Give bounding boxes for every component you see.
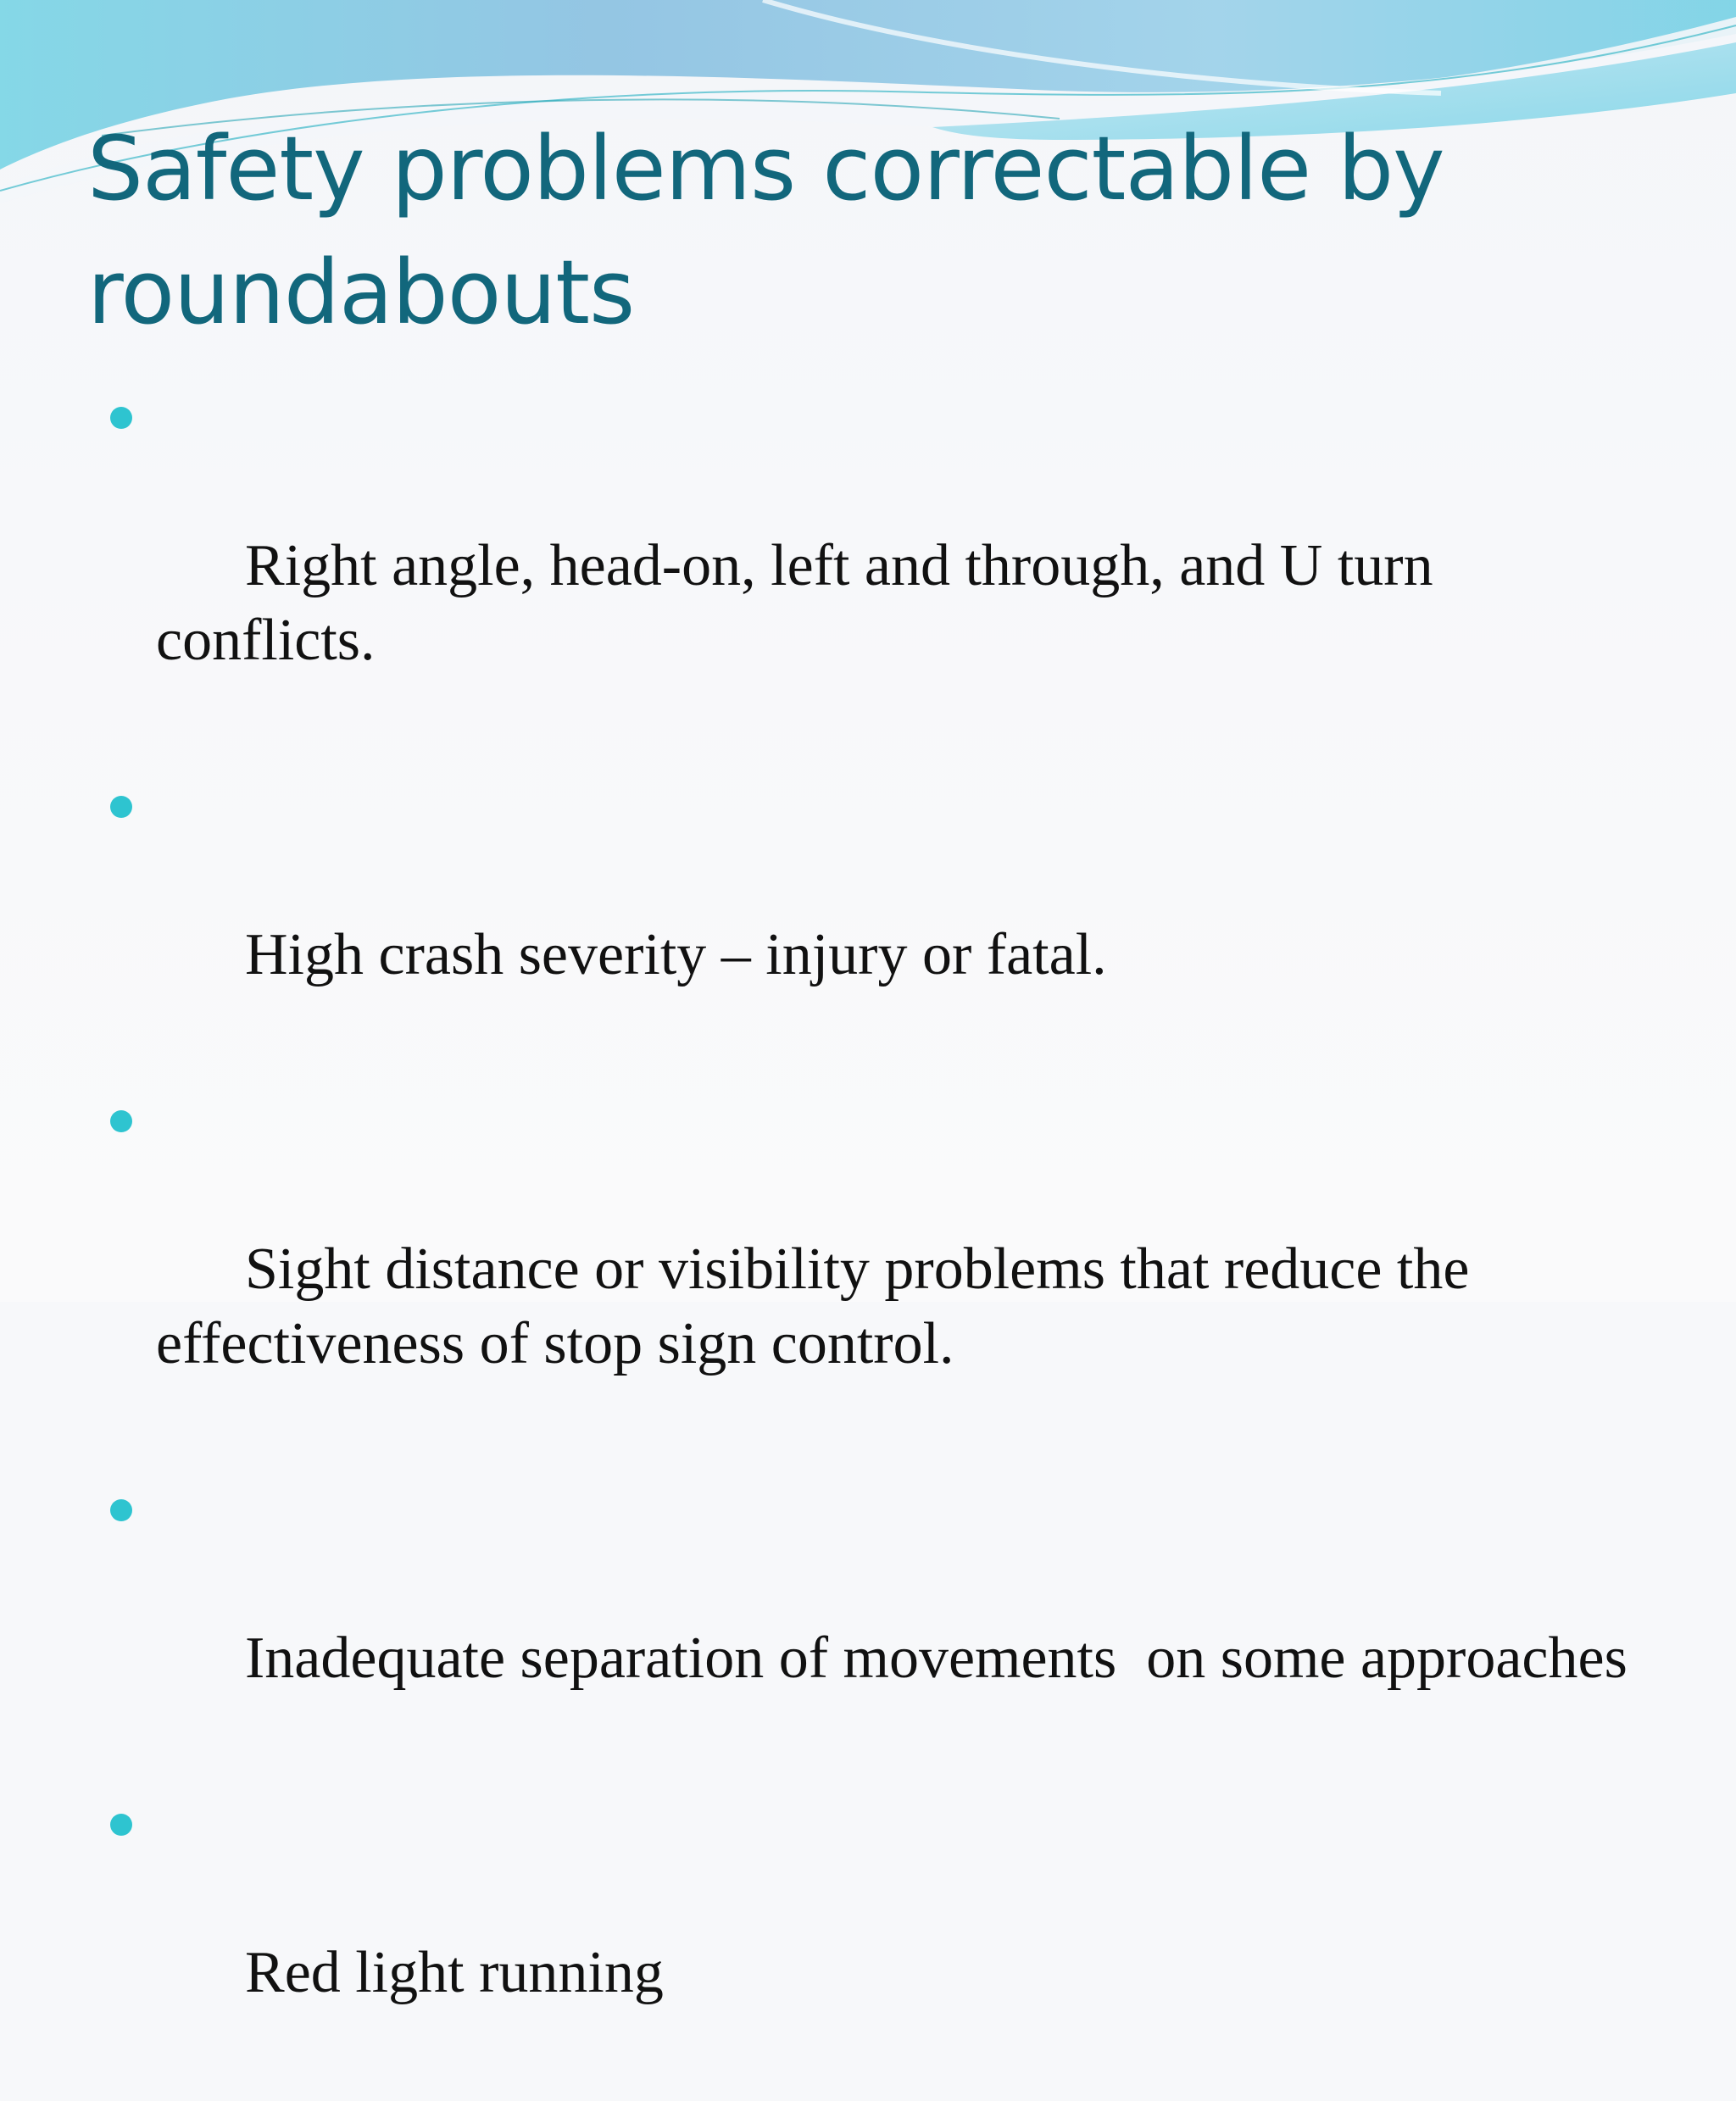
bullet-item — [0, 380, 1736, 753]
bullet-dot-icon — [110, 407, 132, 429]
bullet-list — [0, 380, 1736, 2101]
bullet-dot-icon — [110, 1814, 132, 1836]
bullet-dot-icon — [110, 1110, 132, 1132]
bullet-item — [0, 769, 1736, 1067]
bullet-item — [0, 1472, 1736, 1770]
bullet-item — [0, 1787, 1736, 2085]
bullet-text: Inadequate separation of movements on some approaches — [245, 1626, 1628, 1691]
bullet-text: High crash severity – injury or fatal. — [245, 922, 1107, 987]
bullet-item — [0, 1083, 1736, 1456]
bullet-text: Sight distance or visibility problems that reduce the effectiveness of stop sign control. — [156, 1237, 1484, 1376]
bullet-dot-icon — [110, 796, 132, 818]
bullet-text: Red light running — [245, 1940, 664, 2005]
slide-title: Safety problems correctable by roundabouts — [87, 117, 1444, 344]
bullet-dot-icon — [110, 1499, 132, 1521]
bullet-text: Right angle, head-on, left and through, and U turn conflicts. — [156, 533, 1449, 673]
